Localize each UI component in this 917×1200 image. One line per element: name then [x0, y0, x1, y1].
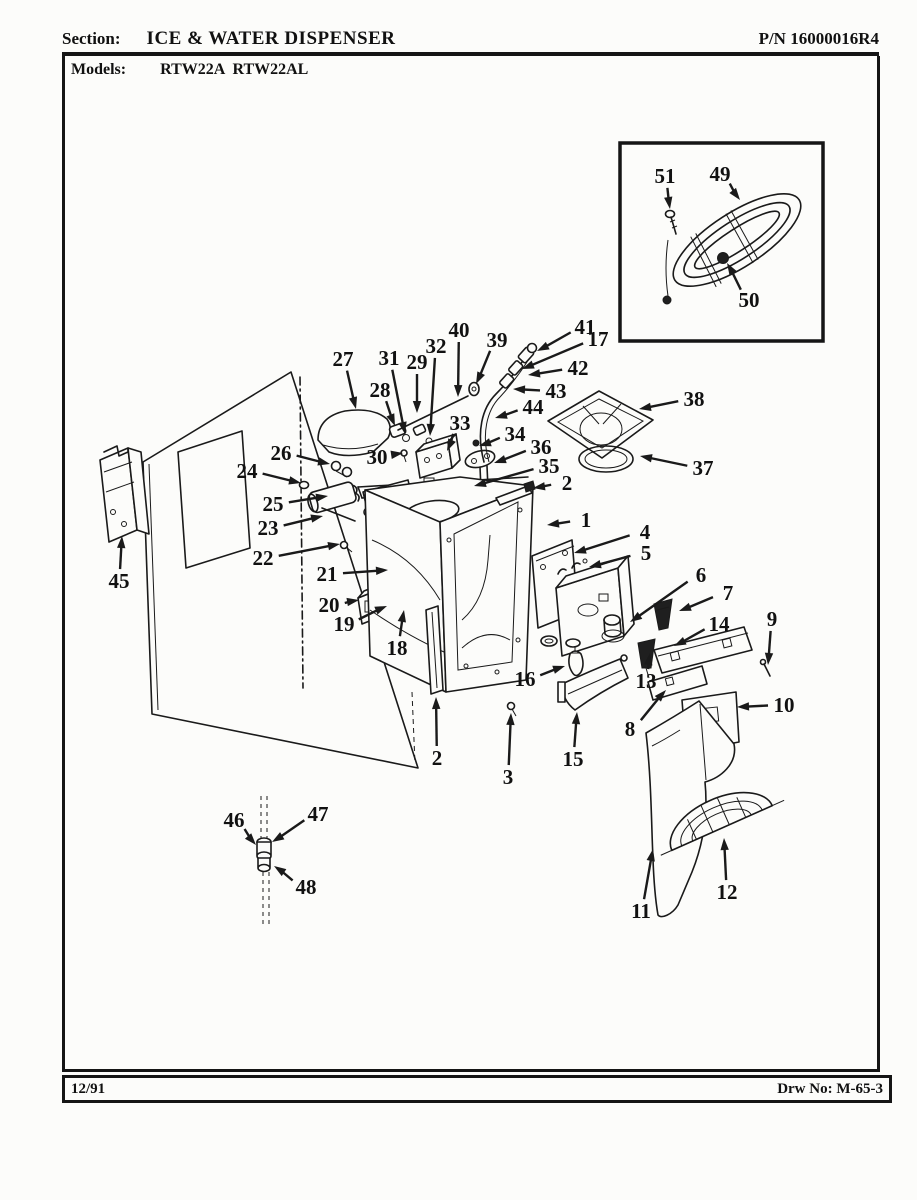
- svg-text:49: 49: [709, 162, 731, 186]
- callout-2: [432, 697, 443, 770]
- callout-11: [631, 849, 655, 923]
- drawing-number: Drw No: M-65-3: [777, 1080, 883, 1097]
- svg-text:18: 18: [386, 636, 408, 660]
- callout-47: [272, 802, 329, 842]
- svg-text:38: 38: [683, 387, 705, 411]
- svg-text:33: 33: [449, 411, 471, 435]
- callout-12: [717, 838, 738, 904]
- callout-51: [655, 164, 676, 209]
- callout-45: [109, 536, 130, 593]
- svg-text:2: 2: [561, 471, 573, 495]
- svg-text:17: 17: [587, 327, 609, 351]
- models-value: RTW22A RTW22AL: [160, 61, 309, 78]
- part-number: P/N 16000016R4: [758, 29, 879, 48]
- svg-text:9: 9: [766, 607, 778, 631]
- callout-27: [333, 347, 358, 409]
- svg-text:31: 31: [378, 346, 400, 370]
- funnel-frame-and-ring: [548, 391, 653, 472]
- actuator-bracket-assembly: [532, 540, 634, 656]
- svg-text:6: 6: [695, 563, 707, 587]
- callout-37: [640, 454, 714, 480]
- callout-40: [449, 318, 470, 397]
- svg-text:1: 1: [580, 508, 592, 532]
- section-title: ICE & WATER DISPENSER: [146, 28, 396, 49]
- callout-46: [224, 808, 257, 845]
- svg-text:43: 43: [545, 379, 567, 403]
- grommet-part: [718, 253, 729, 264]
- models-label: Models:: [71, 61, 127, 78]
- mounting-bracket-45: [100, 446, 149, 542]
- callout-23: [258, 514, 324, 540]
- callout-50: [727, 263, 760, 312]
- svg-text:24: 24: [236, 459, 258, 483]
- svg-text:37: 37: [692, 456, 714, 480]
- svg-text:15: 15: [562, 747, 584, 771]
- callout-48: [274, 866, 317, 899]
- callout-32: [426, 334, 447, 436]
- svg-text:13: 13: [635, 669, 657, 693]
- callout-9: [765, 607, 777, 665]
- svg-text:26: 26: [270, 441, 292, 465]
- trim-bars: [648, 627, 752, 700]
- svg-text:14: 14: [708, 612, 730, 636]
- callout-15: [563, 712, 584, 771]
- svg-text:3: 3: [502, 765, 514, 789]
- svg-text:20: 20: [318, 593, 340, 617]
- title-block: [62, 1075, 892, 1103]
- callout-44: [495, 395, 544, 419]
- svg-text:46: 46: [223, 808, 245, 832]
- svg-text:45: 45: [108, 569, 130, 593]
- svg-text:41: 41: [574, 315, 596, 339]
- svg-text:27: 27: [332, 347, 354, 371]
- svg-text:10: 10: [773, 693, 795, 717]
- svg-text:48: 48: [295, 875, 317, 899]
- svg-text:8: 8: [624, 717, 636, 741]
- svg-text:12: 12: [716, 880, 738, 904]
- svg-text:35: 35: [538, 454, 560, 478]
- callout-38: [639, 387, 705, 411]
- svg-text:34: 34: [504, 422, 526, 446]
- callout-42: [528, 356, 589, 380]
- svg-text:11: 11: [631, 899, 651, 923]
- svg-text:25: 25: [262, 492, 284, 516]
- svg-text:36: 36: [530, 435, 552, 459]
- svg-text:29: 29: [406, 350, 428, 374]
- svg-text:7: 7: [722, 581, 734, 605]
- svg-text:44: 44: [522, 395, 544, 419]
- svg-text:28: 28: [369, 378, 391, 402]
- svg-text:22: 22: [252, 546, 274, 570]
- callout-49: [710, 162, 741, 200]
- callout-33: [447, 411, 471, 451]
- svg-text:4: 4: [639, 520, 651, 544]
- tube-coupling: [257, 796, 271, 924]
- lower-chute-assembly: [646, 692, 784, 917]
- svg-text:50: 50: [738, 288, 760, 312]
- callout-10: [737, 693, 795, 717]
- callout-3: [503, 713, 515, 789]
- svg-text:5: 5: [640, 541, 652, 565]
- callout-39: [476, 328, 508, 384]
- svg-text:47: 47: [307, 802, 329, 826]
- svg-text:2: 2: [431, 746, 443, 770]
- svg-text:40: 40: [448, 318, 470, 342]
- callout-1: [547, 508, 591, 532]
- svg-text:30: 30: [366, 445, 388, 469]
- svg-text:39: 39: [486, 328, 508, 352]
- callout-29: [407, 350, 428, 413]
- svg-text:19: 19: [333, 612, 355, 636]
- svg-text:42: 42: [567, 356, 589, 380]
- section-label: Section:: [62, 29, 121, 48]
- svg-text:23: 23: [257, 516, 279, 540]
- svg-text:21: 21: [316, 562, 338, 586]
- svg-text:51: 51: [654, 164, 676, 188]
- inset-screw-part: [663, 211, 677, 305]
- callout-30: [367, 445, 404, 469]
- revision-date: 12/91: [71, 1080, 106, 1097]
- svg-text:16: 16: [514, 667, 536, 691]
- svg-text:32: 32: [425, 334, 447, 358]
